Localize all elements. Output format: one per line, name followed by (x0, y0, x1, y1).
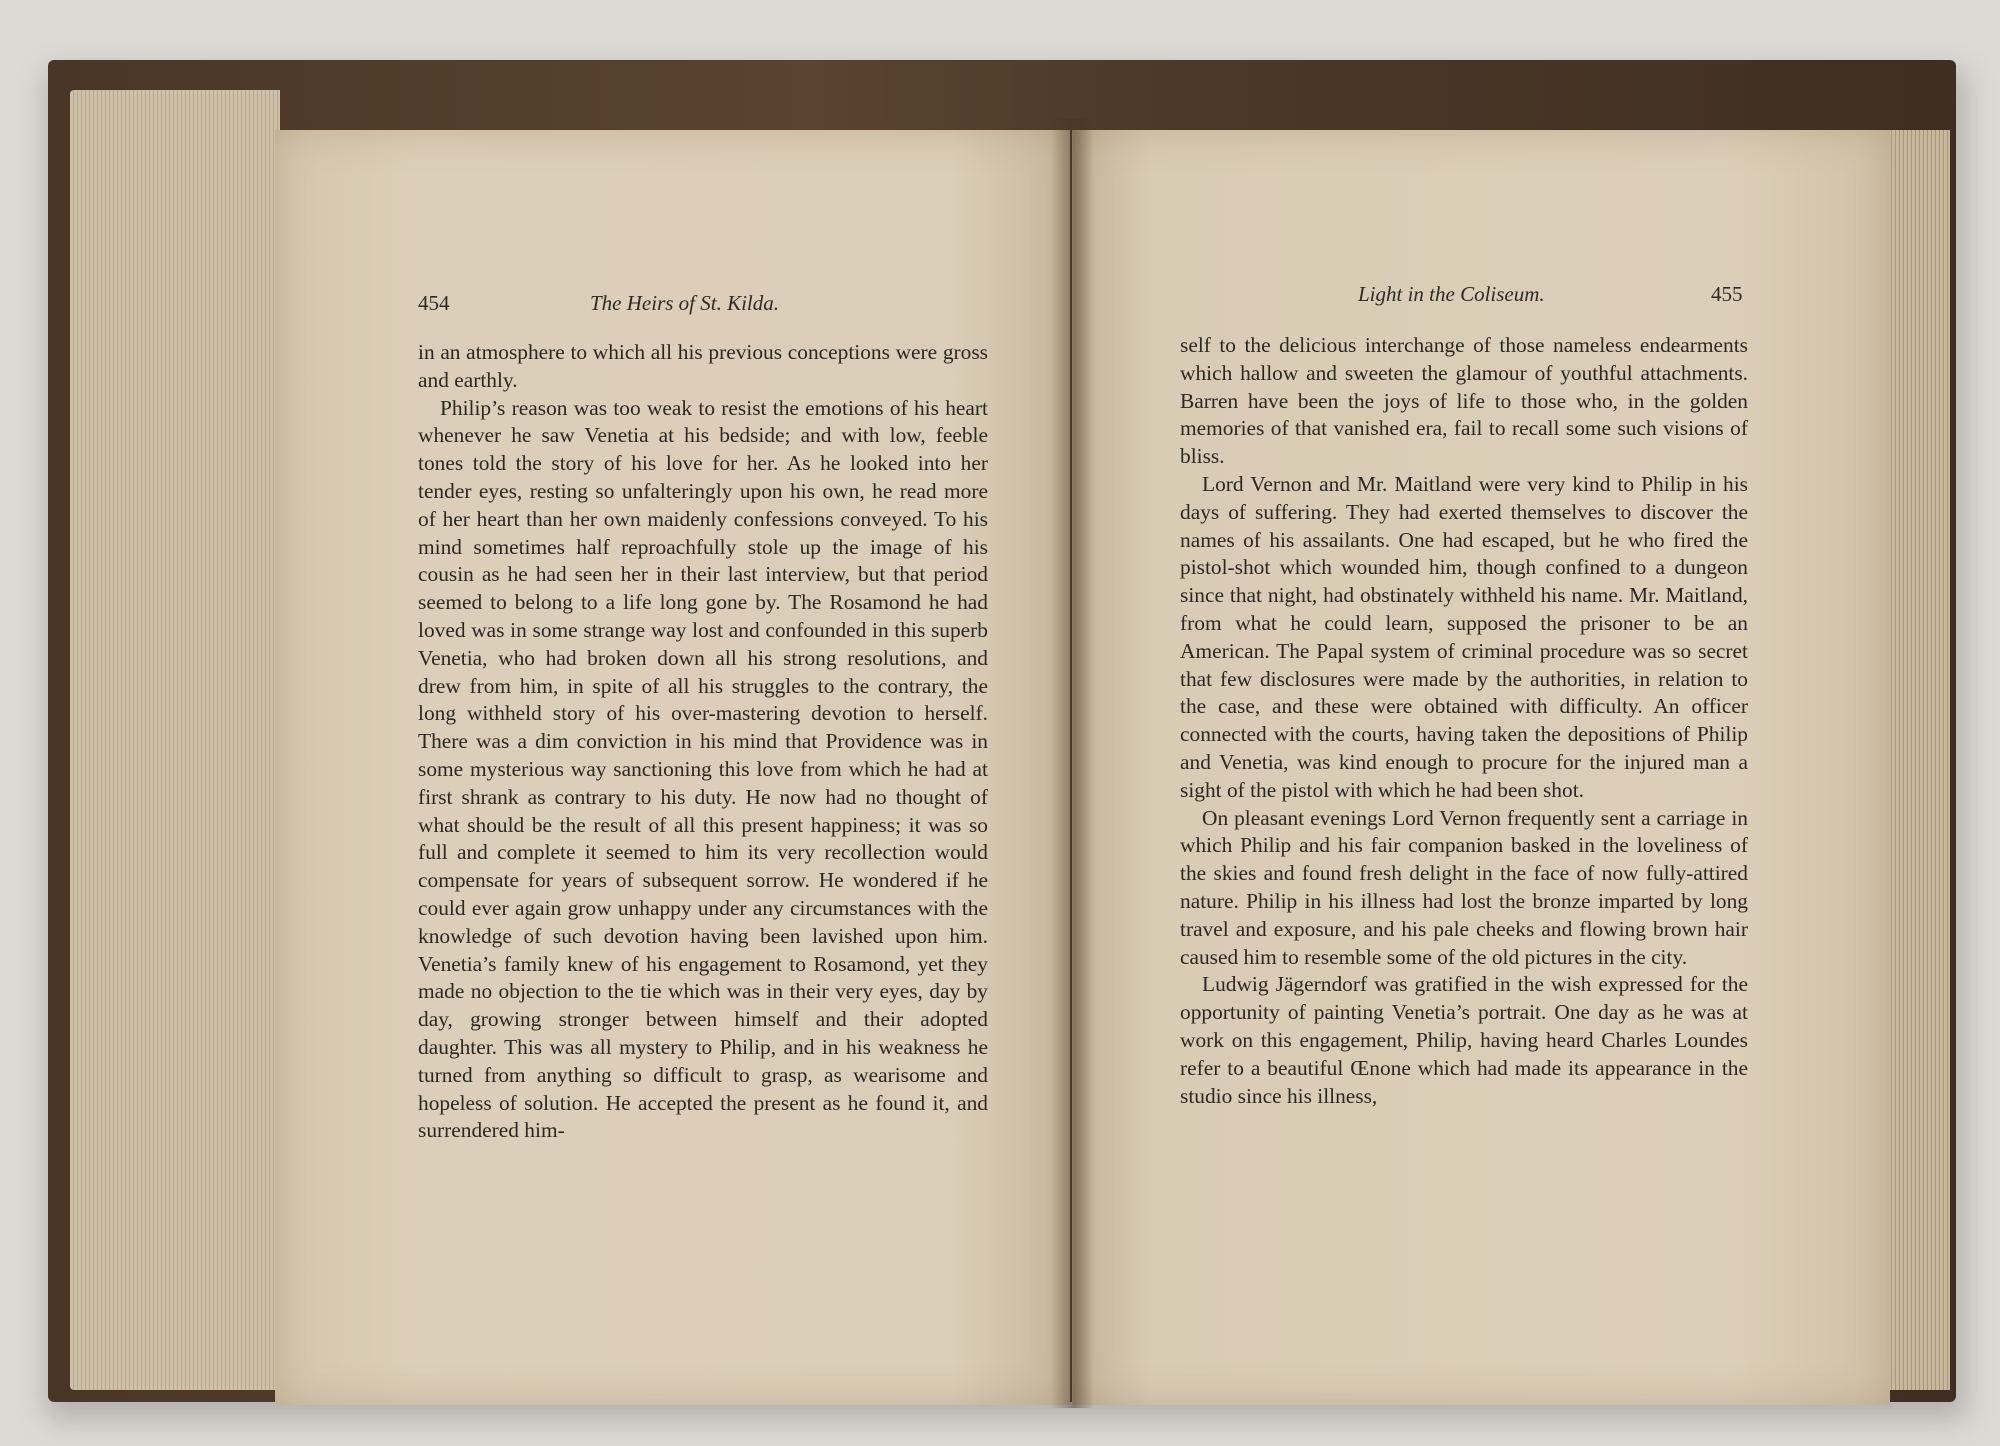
paragraph: Philip’s reason was too weak to resist the emotions of his heart whenever he saw Venetia at his bedside; and with low, feeble tones told the story of his love for her. As he looked into her tender eyes, resting so unfalteringly upon his own, he read more of her heart than her own maidenly confessions conveyed. To his mind sometimes half reproachfully stole up the image of his cousin as he had seen her in their last interview, but that period seemed to belong to a life long gone by. The Rosamond he had loved was in some strange way lost and confounded in this superb Venetia, who had broken down all his strong resolutions, and drew from him, in spite of all his struggles to the contrary, the long withheld story of his over-mastering devotion to herself. There was a dim conviction in his mind that Providence was in some mysterious way sanctioning this love from which he had at first shrank as contrary to his duty. He now had no thought of what should be the result of all this present happiness; it was so full and complete it seemed to him its very recollection would compensate for years of subsequent sorrow. He wondered if he could ever again grow unhappy under any circumstances with the knowledge of such devotion having been lavished upon him. Venetia’s family knew of his engagement to Rosamond, yet they made no objection to the tie which was in their very eyes, day by day, growing stronger between himself and their adopted daughter. This was all mystery to Philip, and in his weakness he turned from anything so difficult to grasp, as wearisome and hopeless of solution. He accepted the present as he found it, and surrendered him- (418, 395, 988, 1143)
left-page-body (418, 339, 988, 1145)
book-gutter (1050, 118, 1094, 1408)
left-page-edges (70, 90, 280, 1390)
paragraph: in an atmosphere to which all his previous conceptions were gross and earthly. (418, 340, 988, 392)
right-page-number: 455 (1711, 282, 1743, 306)
right-page-edges (1880, 130, 1950, 1390)
paragraph: On pleasant evenings Lord Vernon frequently sent a carriage in which Philip and his fair companion basked in the loveliness of the skies and found fresh delight in the face of now fully-attired nature. Philip in his illness had lost the bronze imparted by long travel and exposure, and his pale cheeks and flowing brown hair caused him to resemble some of the old pictures in the city. (1180, 805, 1748, 969)
right-running-head: Light in the Coliseum. (1358, 282, 1545, 306)
left-page-number: 454 (418, 291, 450, 315)
paragraph: Ludwig Jägerndorf was gratified in the wish expressed for the opportunity of painting Venetia’s portrait. One day as he was at work on this engagement, Philip, having heard Charles Loundes refer to a beautiful Œnone which had made its appearance in the studio since his illness, (1180, 972, 1748, 1108)
paragraph: self to the delicious interchange of those nameless endearments which hallow and sweeten the glamour of youthful attachments. Barren have been the joys of life to those who, in the golden memories of that vanished era, fail to recall some such visions of bliss. (1180, 333, 1748, 469)
left-running-head: The Heirs of St. Kilda. (590, 291, 780, 315)
paragraph: Lord Vernon and Mr. Maitland were very kind to Philip in his days of suffering. They had exerted themselves to discover the names of his assailants. One had escaped, but he who fired the pistol-shot which wounded him, though confined to a dungeon since that night, had obstinately withheld his name. Mr. Maitland, from what he could learn, supposed the prisoner to be an American. The Papal system of criminal procedure was so secret that few disclosures were made by the authorities, in relation to the case, and these were obtained with difficulty. An officer connected with the courts, having taken the depositions of Philip and Venetia, was kind enough to procure for the injured man a sight of the pistol with which he had been shot. (1180, 471, 1748, 802)
right-page-body (1180, 332, 1748, 1110)
